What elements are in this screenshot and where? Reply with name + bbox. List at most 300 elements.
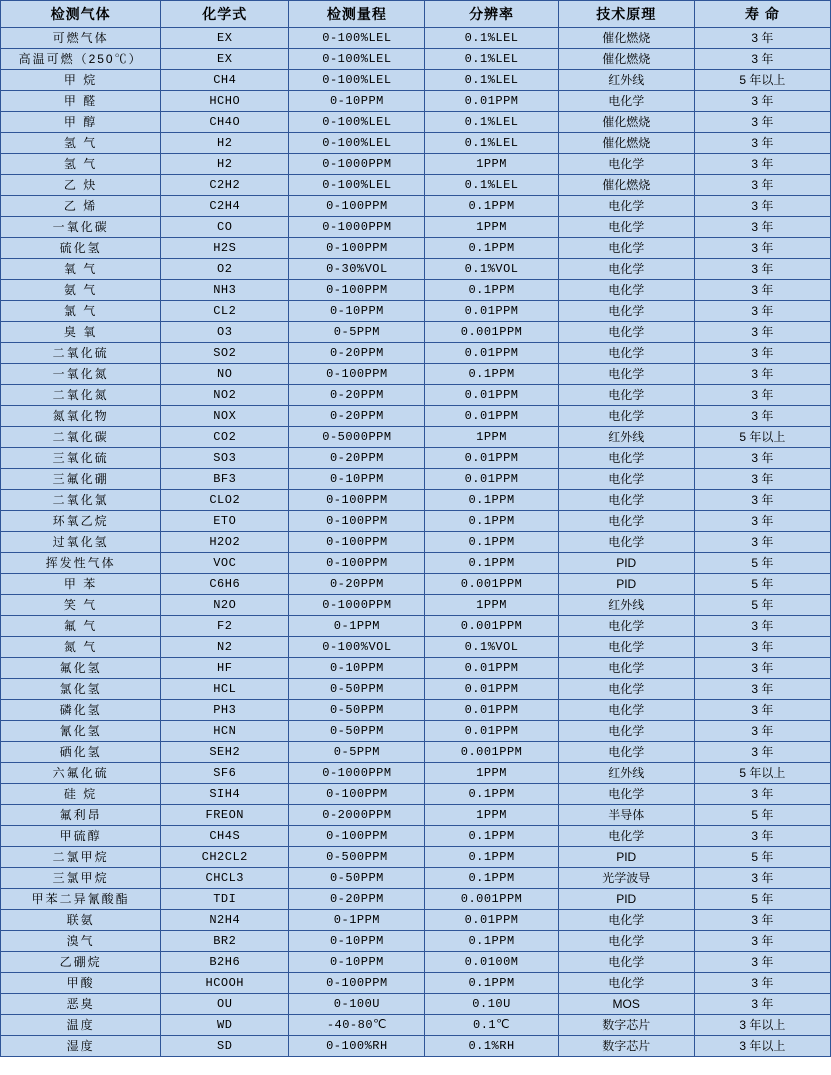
table-row bbox=[1, 994, 831, 1015]
cell-chemical-formula: O2 bbox=[161, 259, 289, 280]
cell-lifetime: 3 年 bbox=[694, 238, 830, 259]
cell-technical-principle: 电化学 bbox=[558, 784, 694, 805]
cell-chemical-formula: N2 bbox=[161, 637, 289, 658]
cell-gas-name: 湿度 bbox=[1, 1036, 161, 1057]
cell-lifetime: 3 年 bbox=[694, 49, 830, 70]
cell-gas-name: 甲苯二异氰酸酯 bbox=[1, 889, 161, 910]
cell-gas-name: 甲 醇 bbox=[1, 112, 161, 133]
cell-lifetime: 5 年 bbox=[694, 595, 830, 616]
cell-technical-principle: 电化学 bbox=[558, 448, 694, 469]
cell-detection-range: 0-100%RH bbox=[289, 1036, 425, 1057]
cell-gas-name: 硒化氢 bbox=[1, 742, 161, 763]
cell-detection-range: 0-10PPM bbox=[289, 301, 425, 322]
cell-detection-range: 0-100%LEL bbox=[289, 133, 425, 154]
cell-resolution: 0.01PPM bbox=[425, 658, 558, 679]
cell-resolution: 0.1℃ bbox=[425, 1015, 558, 1036]
cell-gas-name: 磷化氢 bbox=[1, 700, 161, 721]
column-header-resolution: 分辨率 bbox=[425, 1, 558, 28]
cell-lifetime: 3 年 bbox=[694, 616, 830, 637]
cell-technical-principle: 电化学 bbox=[558, 238, 694, 259]
cell-gas-name: 温度 bbox=[1, 1015, 161, 1036]
cell-chemical-formula: EX bbox=[161, 49, 289, 70]
cell-gas-name: 硫化氢 bbox=[1, 238, 161, 259]
cell-gas-name: 氧 气 bbox=[1, 259, 161, 280]
cell-chemical-formula: CO bbox=[161, 217, 289, 238]
cell-lifetime: 3 年 bbox=[694, 91, 830, 112]
column-header-range: 检测量程 bbox=[289, 1, 425, 28]
table-row bbox=[1, 658, 831, 679]
table-row bbox=[1, 49, 831, 70]
cell-technical-principle: 电化学 bbox=[558, 343, 694, 364]
cell-detection-range: 0-20PPM bbox=[289, 343, 425, 364]
cell-technical-principle: 电化学 bbox=[558, 637, 694, 658]
cell-technical-principle: 电化学 bbox=[558, 511, 694, 532]
cell-chemical-formula: BR2 bbox=[161, 931, 289, 952]
cell-gas-name: 一氧化氮 bbox=[1, 364, 161, 385]
cell-detection-range: 0-100PPM bbox=[289, 511, 425, 532]
cell-chemical-formula: N2O bbox=[161, 595, 289, 616]
cell-chemical-formula: N2H4 bbox=[161, 910, 289, 931]
cell-resolution: 0.1PPM bbox=[425, 238, 558, 259]
table-row bbox=[1, 406, 831, 427]
cell-detection-range: 0-5PPM bbox=[289, 742, 425, 763]
cell-resolution: 0.1%LEL bbox=[425, 28, 558, 49]
cell-detection-range: 0-100PPM bbox=[289, 973, 425, 994]
cell-chemical-formula: H2 bbox=[161, 133, 289, 154]
table-row bbox=[1, 322, 831, 343]
cell-detection-range: 0-100PPM bbox=[289, 553, 425, 574]
cell-resolution: 0.1%LEL bbox=[425, 175, 558, 196]
table-header bbox=[1, 1, 831, 28]
cell-resolution: 0.1PPM bbox=[425, 532, 558, 553]
table-row bbox=[1, 931, 831, 952]
cell-gas-name: 甲硫醇 bbox=[1, 826, 161, 847]
cell-detection-range: 0-100PPM bbox=[289, 784, 425, 805]
table-row bbox=[1, 301, 831, 322]
cell-chemical-formula: CLO2 bbox=[161, 490, 289, 511]
cell-technical-principle: 电化学 bbox=[558, 973, 694, 994]
table-row bbox=[1, 511, 831, 532]
cell-chemical-formula: PH3 bbox=[161, 700, 289, 721]
cell-gas-name: 笑 气 bbox=[1, 595, 161, 616]
cell-resolution: 0.1%RH bbox=[425, 1036, 558, 1057]
cell-detection-range: 0-10PPM bbox=[289, 658, 425, 679]
cell-resolution: 1PPM bbox=[425, 154, 558, 175]
cell-detection-range: 0-1PPM bbox=[289, 616, 425, 637]
cell-technical-principle: 催化燃烧 bbox=[558, 112, 694, 133]
cell-chemical-formula: HCOOH bbox=[161, 973, 289, 994]
table-row bbox=[1, 679, 831, 700]
cell-chemical-formula: CHCL3 bbox=[161, 868, 289, 889]
cell-chemical-formula: H2 bbox=[161, 154, 289, 175]
table-row bbox=[1, 280, 831, 301]
cell-chemical-formula: CH4 bbox=[161, 70, 289, 91]
cell-resolution: 0.1PPM bbox=[425, 280, 558, 301]
cell-chemical-formula: SD bbox=[161, 1036, 289, 1057]
cell-detection-range: 0-50PPM bbox=[289, 868, 425, 889]
cell-lifetime: 5 年以上 bbox=[694, 763, 830, 784]
cell-chemical-formula: SEH2 bbox=[161, 742, 289, 763]
cell-gas-name: 三氟化硼 bbox=[1, 469, 161, 490]
table-row bbox=[1, 784, 831, 805]
cell-detection-range: 0-10PPM bbox=[289, 469, 425, 490]
cell-gas-name: 氢 气 bbox=[1, 133, 161, 154]
cell-technical-principle: PID bbox=[558, 889, 694, 910]
cell-chemical-formula: O3 bbox=[161, 322, 289, 343]
cell-lifetime: 3 年 bbox=[694, 175, 830, 196]
cell-resolution: 0.1PPM bbox=[425, 847, 558, 868]
cell-chemical-formula: HCL bbox=[161, 679, 289, 700]
column-header-lifetime: 寿 命 bbox=[694, 1, 830, 28]
cell-resolution: 1PPM bbox=[425, 763, 558, 784]
cell-resolution: 0.1%VOL bbox=[425, 637, 558, 658]
cell-lifetime: 5 年 bbox=[694, 889, 830, 910]
cell-lifetime: 3 年以上 bbox=[694, 1036, 830, 1057]
cell-technical-principle: 数字芯片 bbox=[558, 1036, 694, 1057]
cell-detection-range: 0-100%LEL bbox=[289, 28, 425, 49]
cell-detection-range: 0-100PPM bbox=[289, 826, 425, 847]
table-row bbox=[1, 595, 831, 616]
cell-technical-principle: 电化学 bbox=[558, 616, 694, 637]
cell-resolution: 0.01PPM bbox=[425, 721, 558, 742]
table-row bbox=[1, 826, 831, 847]
cell-detection-range: 0-1000PPM bbox=[289, 217, 425, 238]
table-row bbox=[1, 238, 831, 259]
table-row bbox=[1, 805, 831, 826]
cell-resolution: 0.001PPM bbox=[425, 742, 558, 763]
cell-detection-range: 0-1PPM bbox=[289, 910, 425, 931]
cell-technical-principle: 电化学 bbox=[558, 259, 694, 280]
cell-detection-range: 0-20PPM bbox=[289, 448, 425, 469]
cell-chemical-formula: HCHO bbox=[161, 91, 289, 112]
table-body bbox=[1, 28, 831, 1057]
table-row bbox=[1, 196, 831, 217]
table-row bbox=[1, 952, 831, 973]
cell-resolution: 0.1PPM bbox=[425, 868, 558, 889]
cell-gas-name: 六氟化硫 bbox=[1, 763, 161, 784]
cell-resolution: 0.001PPM bbox=[425, 889, 558, 910]
table-row bbox=[1, 259, 831, 280]
cell-lifetime: 5 年 bbox=[694, 553, 830, 574]
cell-lifetime: 3 年 bbox=[694, 322, 830, 343]
cell-technical-principle: 红外线 bbox=[558, 595, 694, 616]
cell-gas-name: 氯化氢 bbox=[1, 679, 161, 700]
cell-resolution: 0.01PPM bbox=[425, 910, 558, 931]
cell-gas-name: 恶臭 bbox=[1, 994, 161, 1015]
table-row bbox=[1, 427, 831, 448]
cell-gas-name: 氟 气 bbox=[1, 616, 161, 637]
table-row bbox=[1, 469, 831, 490]
cell-resolution: 0.01PPM bbox=[425, 343, 558, 364]
cell-detection-range: 0-100PPM bbox=[289, 238, 425, 259]
cell-technical-principle: MOS bbox=[558, 994, 694, 1015]
cell-technical-principle: 红外线 bbox=[558, 70, 694, 91]
cell-detection-range: 0-100%LEL bbox=[289, 112, 425, 133]
table-row bbox=[1, 637, 831, 658]
cell-lifetime: 3 年 bbox=[694, 343, 830, 364]
cell-resolution: 0.1PPM bbox=[425, 511, 558, 532]
cell-lifetime: 3 年 bbox=[694, 679, 830, 700]
cell-gas-name: 高温可燃（250℃） bbox=[1, 49, 161, 70]
table-row bbox=[1, 910, 831, 931]
table-row bbox=[1, 700, 831, 721]
cell-chemical-formula: C2H4 bbox=[161, 196, 289, 217]
cell-chemical-formula: F2 bbox=[161, 616, 289, 637]
table-row bbox=[1, 385, 831, 406]
cell-resolution: 0.1PPM bbox=[425, 490, 558, 511]
cell-lifetime: 3 年 bbox=[694, 742, 830, 763]
cell-detection-range: 0-10PPM bbox=[289, 952, 425, 973]
cell-chemical-formula: H2S bbox=[161, 238, 289, 259]
cell-technical-principle: 电化学 bbox=[558, 154, 694, 175]
cell-gas-name: 过氧化氢 bbox=[1, 532, 161, 553]
cell-detection-range: 0-30%VOL bbox=[289, 259, 425, 280]
table-row bbox=[1, 28, 831, 49]
cell-detection-range: 0-50PPM bbox=[289, 700, 425, 721]
cell-resolution: 0.1PPM bbox=[425, 364, 558, 385]
cell-detection-range: 0-500PPM bbox=[289, 847, 425, 868]
cell-lifetime: 3 年 bbox=[694, 532, 830, 553]
cell-resolution: 0.1PPM bbox=[425, 553, 558, 574]
cell-chemical-formula: FREON bbox=[161, 805, 289, 826]
cell-lifetime: 3 年 bbox=[694, 364, 830, 385]
cell-gas-name: 二氧化氯 bbox=[1, 490, 161, 511]
cell-resolution: 0.01PPM bbox=[425, 448, 558, 469]
cell-lifetime: 3 年 bbox=[694, 469, 830, 490]
table-header-row bbox=[1, 1, 831, 28]
cell-lifetime: 3 年 bbox=[694, 490, 830, 511]
cell-gas-name: 乙硼烷 bbox=[1, 952, 161, 973]
cell-gas-name: 氟化氢 bbox=[1, 658, 161, 679]
cell-technical-principle: 数字芯片 bbox=[558, 1015, 694, 1036]
cell-detection-range: 0-1000PPM bbox=[289, 763, 425, 784]
table-row bbox=[1, 343, 831, 364]
cell-chemical-formula: HCN bbox=[161, 721, 289, 742]
cell-resolution: 0.1PPM bbox=[425, 973, 558, 994]
cell-chemical-formula: H2O2 bbox=[161, 532, 289, 553]
cell-chemical-formula: B2H6 bbox=[161, 952, 289, 973]
cell-resolution: 0.1%VOL bbox=[425, 259, 558, 280]
cell-lifetime: 3 年 bbox=[694, 406, 830, 427]
cell-detection-range: 0-100PPM bbox=[289, 280, 425, 301]
column-header-gas: 检测气体 bbox=[1, 1, 161, 28]
cell-technical-principle: 红外线 bbox=[558, 427, 694, 448]
cell-chemical-formula: CH4O bbox=[161, 112, 289, 133]
cell-chemical-formula: WD bbox=[161, 1015, 289, 1036]
cell-technical-principle: 电化学 bbox=[558, 952, 694, 973]
cell-lifetime: 3 年 bbox=[694, 133, 830, 154]
cell-technical-principle: 半导体 bbox=[558, 805, 694, 826]
column-header-formula: 化学式 bbox=[161, 1, 289, 28]
table-row bbox=[1, 133, 831, 154]
cell-technical-principle: 催化燃烧 bbox=[558, 133, 694, 154]
cell-gas-name: 溴气 bbox=[1, 931, 161, 952]
cell-resolution: 0.01PPM bbox=[425, 469, 558, 490]
cell-detection-range: 0-20PPM bbox=[289, 889, 425, 910]
cell-lifetime: 3 年 bbox=[694, 217, 830, 238]
cell-detection-range: 0-20PPM bbox=[289, 385, 425, 406]
cell-chemical-formula: CH2CL2 bbox=[161, 847, 289, 868]
cell-lifetime: 5 年 bbox=[694, 805, 830, 826]
column-header-principle: 技术原理 bbox=[558, 1, 694, 28]
cell-lifetime: 3 年 bbox=[694, 28, 830, 49]
cell-lifetime: 3 年 bbox=[694, 910, 830, 931]
cell-resolution: 0.1%LEL bbox=[425, 70, 558, 91]
cell-lifetime: 3 年 bbox=[694, 952, 830, 973]
cell-detection-range: 0-100%VOL bbox=[289, 637, 425, 658]
cell-gas-name: 氮 气 bbox=[1, 637, 161, 658]
cell-technical-principle: 电化学 bbox=[558, 217, 694, 238]
cell-gas-name: 甲 苯 bbox=[1, 574, 161, 595]
cell-gas-name: 二氧化氮 bbox=[1, 385, 161, 406]
cell-chemical-formula: EX bbox=[161, 28, 289, 49]
cell-technical-principle: PID bbox=[558, 553, 694, 574]
cell-chemical-formula: SF6 bbox=[161, 763, 289, 784]
cell-gas-name: 氰化氢 bbox=[1, 721, 161, 742]
cell-resolution: 0.1%LEL bbox=[425, 112, 558, 133]
cell-detection-range: 0-10PPM bbox=[289, 931, 425, 952]
cell-gas-name: 二氧化硫 bbox=[1, 343, 161, 364]
cell-resolution: 0.1PPM bbox=[425, 931, 558, 952]
table-row bbox=[1, 721, 831, 742]
cell-technical-principle: 电化学 bbox=[558, 301, 694, 322]
cell-chemical-formula: NOX bbox=[161, 406, 289, 427]
table-row bbox=[1, 847, 831, 868]
cell-detection-range: 0-1000PPM bbox=[289, 154, 425, 175]
cell-detection-range: 0-100%LEL bbox=[289, 49, 425, 70]
cell-gas-name: 可燃气体 bbox=[1, 28, 161, 49]
cell-technical-principle: 电化学 bbox=[558, 385, 694, 406]
table-row bbox=[1, 70, 831, 91]
cell-lifetime: 3 年 bbox=[694, 721, 830, 742]
cell-lifetime: 3 年 bbox=[694, 448, 830, 469]
cell-resolution: 0.10U bbox=[425, 994, 558, 1015]
cell-chemical-formula: NO2 bbox=[161, 385, 289, 406]
cell-gas-name: 臭 氧 bbox=[1, 322, 161, 343]
cell-lifetime: 3 年 bbox=[694, 637, 830, 658]
cell-technical-principle: 电化学 bbox=[558, 469, 694, 490]
cell-gas-name: 一氧化碳 bbox=[1, 217, 161, 238]
cell-detection-range: 0-20PPM bbox=[289, 406, 425, 427]
cell-gas-name: 三氧化硫 bbox=[1, 448, 161, 469]
cell-lifetime: 5 年 bbox=[694, 847, 830, 868]
table-row bbox=[1, 1036, 831, 1057]
cell-resolution: 0.1PPM bbox=[425, 826, 558, 847]
cell-technical-principle: 电化学 bbox=[558, 490, 694, 511]
cell-lifetime: 3 年以上 bbox=[694, 1015, 830, 1036]
table-row bbox=[1, 973, 831, 994]
cell-lifetime: 3 年 bbox=[694, 784, 830, 805]
cell-gas-name: 联氨 bbox=[1, 910, 161, 931]
cell-lifetime: 3 年 bbox=[694, 994, 830, 1015]
cell-lifetime: 3 年 bbox=[694, 259, 830, 280]
table-row bbox=[1, 490, 831, 511]
cell-technical-principle: 催化燃烧 bbox=[558, 175, 694, 196]
table-row bbox=[1, 448, 831, 469]
cell-resolution: 0.1%LEL bbox=[425, 133, 558, 154]
cell-resolution: 0.1PPM bbox=[425, 196, 558, 217]
cell-technical-principle: 电化学 bbox=[558, 280, 694, 301]
cell-detection-range: 0-2000PPM bbox=[289, 805, 425, 826]
cell-resolution: 0.1%LEL bbox=[425, 49, 558, 70]
cell-gas-name: 氨 气 bbox=[1, 280, 161, 301]
table-row bbox=[1, 889, 831, 910]
cell-technical-principle: 催化燃烧 bbox=[558, 49, 694, 70]
cell-detection-range: -40-80℃ bbox=[289, 1015, 425, 1036]
cell-technical-principle: 电化学 bbox=[558, 406, 694, 427]
cell-chemical-formula: SO2 bbox=[161, 343, 289, 364]
cell-resolution: 0.001PPM bbox=[425, 616, 558, 637]
cell-resolution: 0.0100M bbox=[425, 952, 558, 973]
cell-chemical-formula: VOC bbox=[161, 553, 289, 574]
cell-technical-principle: 电化学 bbox=[558, 532, 694, 553]
table-row bbox=[1, 868, 831, 889]
table-row bbox=[1, 553, 831, 574]
cell-gas-name: 氢 气 bbox=[1, 154, 161, 175]
cell-lifetime: 3 年 bbox=[694, 826, 830, 847]
cell-lifetime: 3 年 bbox=[694, 931, 830, 952]
cell-lifetime: 3 年 bbox=[694, 700, 830, 721]
cell-gas-name: 二氯甲烷 bbox=[1, 847, 161, 868]
cell-resolution: 0.01PPM bbox=[425, 91, 558, 112]
cell-technical-principle: 电化学 bbox=[558, 322, 694, 343]
cell-lifetime: 3 年 bbox=[694, 511, 830, 532]
table-row bbox=[1, 364, 831, 385]
table-row bbox=[1, 175, 831, 196]
cell-lifetime: 5 年 bbox=[694, 574, 830, 595]
table-row bbox=[1, 574, 831, 595]
cell-gas-name: 环氧乙烷 bbox=[1, 511, 161, 532]
cell-detection-range: 0-100PPM bbox=[289, 490, 425, 511]
cell-lifetime: 3 年 bbox=[694, 301, 830, 322]
cell-detection-range: 0-100U bbox=[289, 994, 425, 1015]
cell-technical-principle: 电化学 bbox=[558, 826, 694, 847]
cell-detection-range: 0-100PPM bbox=[289, 196, 425, 217]
cell-detection-range: 0-100PPM bbox=[289, 532, 425, 553]
cell-detection-range: 0-50PPM bbox=[289, 721, 425, 742]
cell-chemical-formula: CH4S bbox=[161, 826, 289, 847]
cell-gas-name: 氟利昂 bbox=[1, 805, 161, 826]
cell-technical-principle: 电化学 bbox=[558, 931, 694, 952]
cell-detection-range: 0-10PPM bbox=[289, 91, 425, 112]
cell-resolution: 1PPM bbox=[425, 805, 558, 826]
table-row bbox=[1, 532, 831, 553]
cell-chemical-formula: C6H6 bbox=[161, 574, 289, 595]
cell-technical-principle: 电化学 bbox=[558, 721, 694, 742]
cell-lifetime: 5 年以上 bbox=[694, 427, 830, 448]
cell-technical-principle: 电化学 bbox=[558, 658, 694, 679]
cell-detection-range: 0-5000PPM bbox=[289, 427, 425, 448]
cell-chemical-formula: HF bbox=[161, 658, 289, 679]
cell-gas-name: 硅 烷 bbox=[1, 784, 161, 805]
cell-technical-principle: 催化燃烧 bbox=[558, 28, 694, 49]
cell-technical-principle: PID bbox=[558, 574, 694, 595]
cell-lifetime: 5 年以上 bbox=[694, 70, 830, 91]
cell-lifetime: 3 年 bbox=[694, 868, 830, 889]
cell-gas-name: 挥发性气体 bbox=[1, 553, 161, 574]
table-row bbox=[1, 112, 831, 133]
cell-technical-principle: 电化学 bbox=[558, 364, 694, 385]
cell-lifetime: 3 年 bbox=[694, 196, 830, 217]
cell-chemical-formula: TDI bbox=[161, 889, 289, 910]
cell-chemical-formula: NO bbox=[161, 364, 289, 385]
cell-detection-range: 0-20PPM bbox=[289, 574, 425, 595]
cell-technical-principle: 电化学 bbox=[558, 196, 694, 217]
cell-resolution: 0.01PPM bbox=[425, 679, 558, 700]
cell-resolution: 0.01PPM bbox=[425, 385, 558, 406]
cell-technical-principle: 电化学 bbox=[558, 700, 694, 721]
cell-gas-name: 甲 烷 bbox=[1, 70, 161, 91]
